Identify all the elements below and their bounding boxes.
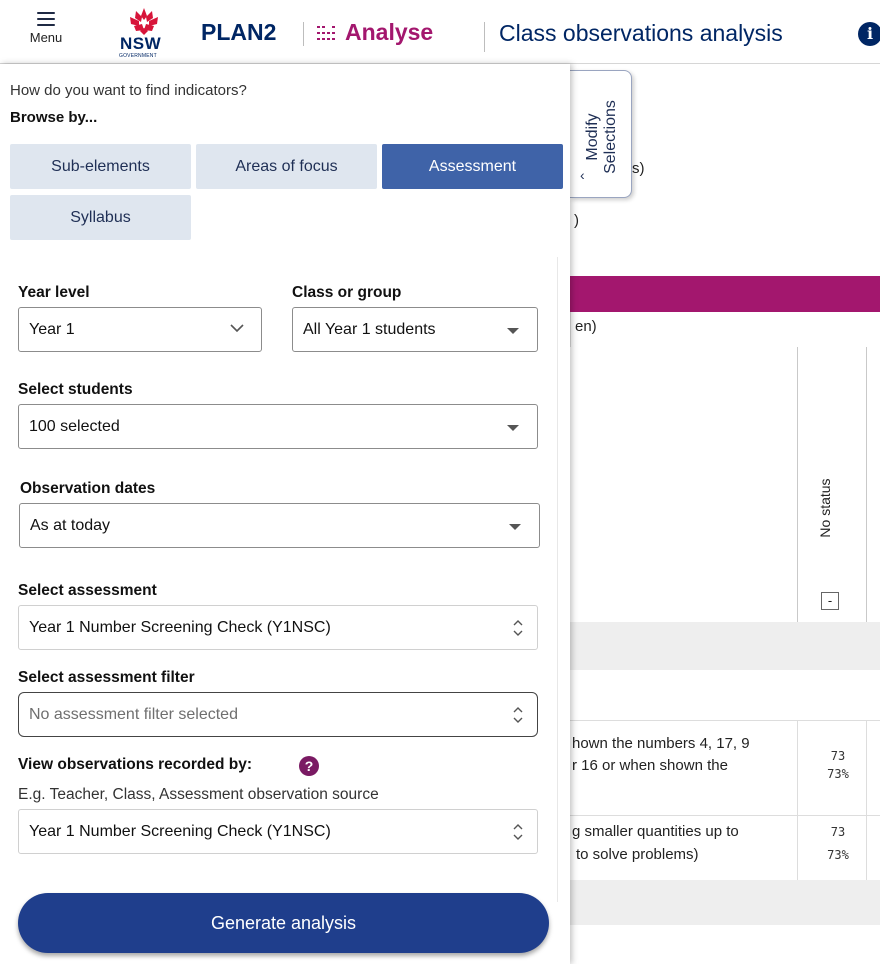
group-row	[570, 880, 880, 925]
assessment-filter-select[interactable]	[18, 692, 538, 737]
modify-selections-toggle[interactable]	[570, 70, 632, 198]
indicator-text: to solve problems)	[576, 846, 699, 863]
students-label: Select students	[18, 381, 133, 398]
students-select[interactable]	[18, 404, 538, 449]
background-fragment: )	[574, 212, 579, 229]
recorded-by-hint: E.g. Teacher, Class, Assessment observation source	[18, 786, 379, 803]
recorded-by-label: View observations recorded by:	[18, 756, 253, 773]
dates-label: Observation dates	[20, 480, 156, 497]
banner-text: en)	[575, 318, 597, 335]
recorded-by-value: Year 1 Number Screening Check (Y1NSC)	[29, 823, 331, 840]
divider	[484, 22, 485, 52]
class-group-select[interactable]	[292, 307, 538, 352]
indicator-text: r 16 or when shown the	[572, 757, 728, 774]
assessment-label: Select assessment	[18, 582, 157, 599]
section-title: Analyse	[345, 19, 434, 45]
row-divider	[570, 815, 880, 816]
year-level-select[interactable]	[18, 307, 262, 352]
nsw-government-logo	[118, 6, 172, 62]
app-header	[0, 0, 880, 64]
recorded-by-select[interactable]	[18, 809, 538, 854]
column-divider	[866, 720, 867, 880]
assessment-filter-placeholder: No assessment filter selected	[29, 706, 238, 723]
menu-label: Menu	[29, 30, 63, 45]
percent-value: 73%	[827, 848, 849, 862]
banner-subheader	[570, 312, 880, 347]
browse-by-label: Browse by...	[10, 109, 98, 126]
collapse-toggle[interactable]: -	[821, 592, 839, 610]
chevron-left-icon: ‹	[580, 167, 585, 183]
chevron-down-icon	[229, 320, 245, 336]
class-group-label: Class or group	[292, 284, 402, 301]
logo-text: NSW	[120, 34, 162, 53]
hamburger-icon	[37, 12, 55, 26]
tab-syllabus[interactable]: Syllabus	[10, 195, 191, 240]
sort-updown-icon	[511, 820, 525, 844]
assessment-select[interactable]	[18, 605, 538, 650]
dates-value: As at today	[30, 517, 111, 534]
logo-subtext: GOVERNMENT	[119, 53, 157, 59]
selection-panel	[0, 64, 570, 964]
modify-selections-label: Modify Selections	[584, 100, 619, 174]
tab-areas-of-focus[interactable]: Areas of focus	[196, 144, 377, 189]
year-level-value: Year 1	[29, 321, 75, 338]
no-status-label: No status	[817, 478, 833, 538]
students-value: 100 selected	[29, 418, 120, 435]
waratah-icon	[122, 6, 166, 36]
divider	[303, 22, 304, 46]
caret-down-icon	[507, 425, 519, 431]
caret-down-icon	[509, 524, 521, 530]
caret-down-icon	[507, 328, 519, 334]
question-text: How do you want to find indicators?	[10, 82, 247, 99]
indicator-text: hown the numbers 4, 17, 9	[572, 735, 750, 752]
menu-button[interactable]	[22, 8, 70, 58]
app-name: PLAN2	[201, 19, 277, 45]
page-title: Class observations analysis	[499, 20, 783, 46]
tab-sub-elements[interactable]: Sub-elements	[10, 144, 191, 189]
row-divider	[570, 720, 880, 721]
assessment-value: Year 1 Number Screening Check (Y1NSC)	[29, 619, 331, 636]
sort-updown-icon	[511, 703, 525, 727]
help-icon[interactable]: ?	[299, 756, 319, 776]
analyse-icon	[317, 24, 339, 44]
percent-value: 73%	[827, 767, 849, 781]
count-value: 73	[830, 825, 846, 839]
info-icon[interactable]: i	[858, 22, 880, 46]
background-fragment: s)	[632, 160, 645, 177]
year-level-label: Year level	[18, 284, 90, 301]
column-divider	[797, 720, 798, 880]
assessment-filter-label: Select assessment filter	[18, 669, 195, 686]
no-status-header	[810, 440, 840, 590]
tab-assessment[interactable]: Assessment	[382, 144, 563, 189]
count-value: 73	[830, 749, 846, 763]
indicator-text: g smaller quantities up to	[572, 823, 739, 840]
sort-updown-icon	[511, 616, 525, 640]
class-group-value: All Year 1 students	[303, 321, 436, 338]
group-row	[570, 622, 880, 670]
panel-scrollbar[interactable]	[557, 257, 567, 902]
generate-analysis-button[interactable]: Generate analysis	[18, 893, 549, 953]
dates-select[interactable]	[19, 503, 540, 548]
